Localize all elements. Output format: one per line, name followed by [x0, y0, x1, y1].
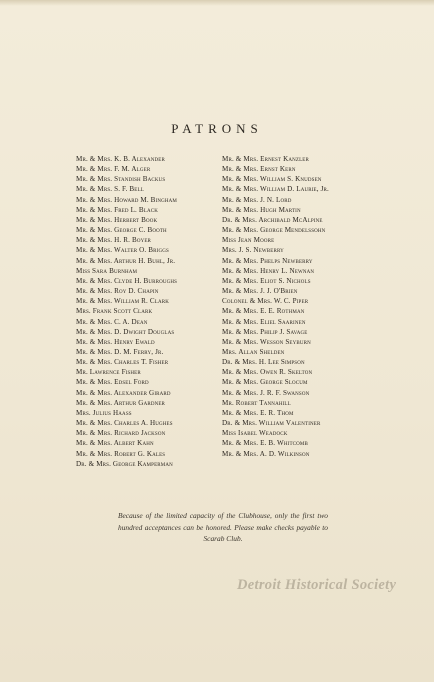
- patron-name: Mr. & Mrs. George Mendelssohn: [222, 226, 326, 235]
- patron-name: Mr. & Mrs. Edsel Ford: [76, 378, 149, 387]
- patron-name: Mr. & Mrs. Philip J. Savage: [222, 327, 308, 336]
- patron-name: Mr. & Mrs. F. M. Alger: [76, 165, 151, 174]
- patron-name: Mr. & Mrs. Richard Jackson: [76, 429, 166, 438]
- patron-name: Mr. & Mrs. William R. Clark: [76, 297, 169, 306]
- patron-name: Mr. & Mrs. J. J. O'Brien: [222, 287, 298, 296]
- patron-name: Mr. & Mrs. Henry Ewald: [76, 337, 155, 346]
- paper-edge: [0, 0, 434, 6]
- patron-name: Mr. & Mrs. Ernest Kanzler: [222, 155, 309, 163]
- patron-name: Miss Sara Burnham: [76, 266, 138, 275]
- patron-name: Mr. & Mrs. C. A. Dean: [76, 317, 148, 326]
- patron-name: Mr. & Mrs. Arthur H. Buhl, Jr.: [76, 256, 176, 265]
- patron-name: Mr. & Mrs. D. Dwight Douglas: [76, 327, 175, 336]
- patron-name: Mr. & Mrs. J. N. Lord: [222, 195, 292, 204]
- patron-name: Mr. & Mrs. H. R. Boyer: [76, 236, 152, 245]
- patron-name: Dr. & Mrs. H. Lee Simpson: [222, 358, 305, 367]
- patron-name: Mr. & Mrs. E. E. Rothman: [222, 307, 305, 316]
- patron-name: Mr. & Mrs. Albert Kahn: [76, 439, 154, 448]
- patrons-right-column: [222, 154, 329, 459]
- patron-name: Mr. & Mrs. Wesson Seyburn: [222, 337, 311, 346]
- patron-name: Mr. & Mrs. Herbert Book: [76, 215, 158, 224]
- patron-name: Mr. & Mrs. E. B. Whitcomb: [222, 439, 308, 448]
- patron-name: Mr. & Mrs. George C. Booth: [76, 226, 167, 235]
- patron-name: Mr. & Mrs. George Slocum: [222, 378, 308, 387]
- patron-name: Mr. & Mrs. Charles A. Hughes: [76, 419, 173, 428]
- patron-name: Mrs. Frank Scott Clark: [76, 307, 153, 316]
- patron-name: Mr. & Mrs. Walter O. Briggs: [76, 246, 169, 255]
- patron-name: Mr. & Mrs. Eliot S. Nichols: [222, 276, 311, 285]
- patron-name: Mr. & Mrs. William S. Knudsen: [222, 175, 322, 184]
- patron-name: Mr. & Mrs. Howard M. Bingham: [76, 195, 178, 204]
- page-heading: PATRONS: [171, 121, 263, 136]
- patron-name: Dr. & Mrs. Archibald McAlpine: [222, 215, 323, 224]
- patron-name: Mr. Robert Tannahill: [222, 398, 291, 407]
- patron-name: Mr. & Mrs. Owen R. Skelton: [222, 368, 313, 377]
- patron-name: Miss Jean Moore: [222, 236, 275, 245]
- patron-name: Mr. & Mrs. J. R. F. Swanson: [222, 388, 310, 397]
- patron-name: Mrs. Julius Haass: [76, 408, 132, 417]
- patron-name: Mr. & Mrs. E. R. Thom: [222, 408, 294, 417]
- patron-name: Mr. & Mrs. Phelps Newberry: [222, 256, 313, 265]
- patron-name: Dr. & Mrs. George Kamperman: [76, 459, 173, 468]
- patron-name: Miss Isabel Weadock: [222, 429, 288, 438]
- patron-name: Mr. & Mrs. Eliel Saarinen: [222, 317, 306, 326]
- capacity-notice: Because of the limited capacity of the Clubhouse, only the first two hundred acceptances can be honored. Please make checks payable to Scarab Club.: [118, 511, 328, 543]
- patron-name: Mr. & Mrs. William D. Laurie, Jr.: [222, 185, 329, 194]
- patron-name: Mr. & Mrs. D. M. Ferry, Jr.: [76, 347, 164, 356]
- patron-name: Mr. & Mrs. S. F. Bell: [76, 185, 144, 194]
- patron-name: Mr. & Mrs. Clyde H. Burroughs: [76, 276, 178, 285]
- patron-name: Mr. & Mrs. Hugh Martin: [222, 205, 301, 214]
- patron-name: Mr. & Mrs. Standish Backus: [76, 175, 166, 184]
- patron-name: Mr. & Mrs. Arthur Gardner: [76, 398, 166, 407]
- patron-name: Mr. & Mrs. K. B. Alexander: [76, 155, 165, 163]
- patrons-left-column: [76, 154, 177, 469]
- patron-name: Mr. & Mrs. Robert G. Kales: [76, 449, 166, 458]
- patron-name: Mr. & Mrs. A. D. Wilkinson: [222, 449, 310, 458]
- patron-name: Mr. & Mrs. Fred L. Black: [76, 205, 158, 214]
- patron-name: Mr. & Mrs. Roy D. Chapin: [76, 287, 159, 296]
- patron-name: Mr. Lawrence Fisher: [76, 368, 141, 377]
- watermark-logo: Detroit Historical Society: [237, 577, 397, 593]
- patron-name: Mr. & Mrs. Ernst Kern: [222, 165, 296, 174]
- patron-name: Mr. & Mrs. Alexander Girard: [76, 388, 171, 397]
- patron-name: Mrs. Allan Shelden: [222, 347, 285, 356]
- patron-name: Mr. & Mrs. Henry L. Newnan: [222, 266, 315, 275]
- patron-name: Mr. & Mrs. Charles T. Fisher: [76, 358, 169, 367]
- patron-name: Colonel & Mrs. W. C. Piper: [222, 297, 309, 306]
- patron-name: Mrs. J. S. Newberry: [222, 246, 284, 255]
- patron-name: Dr. & Mrs. William Valentiner: [222, 419, 321, 428]
